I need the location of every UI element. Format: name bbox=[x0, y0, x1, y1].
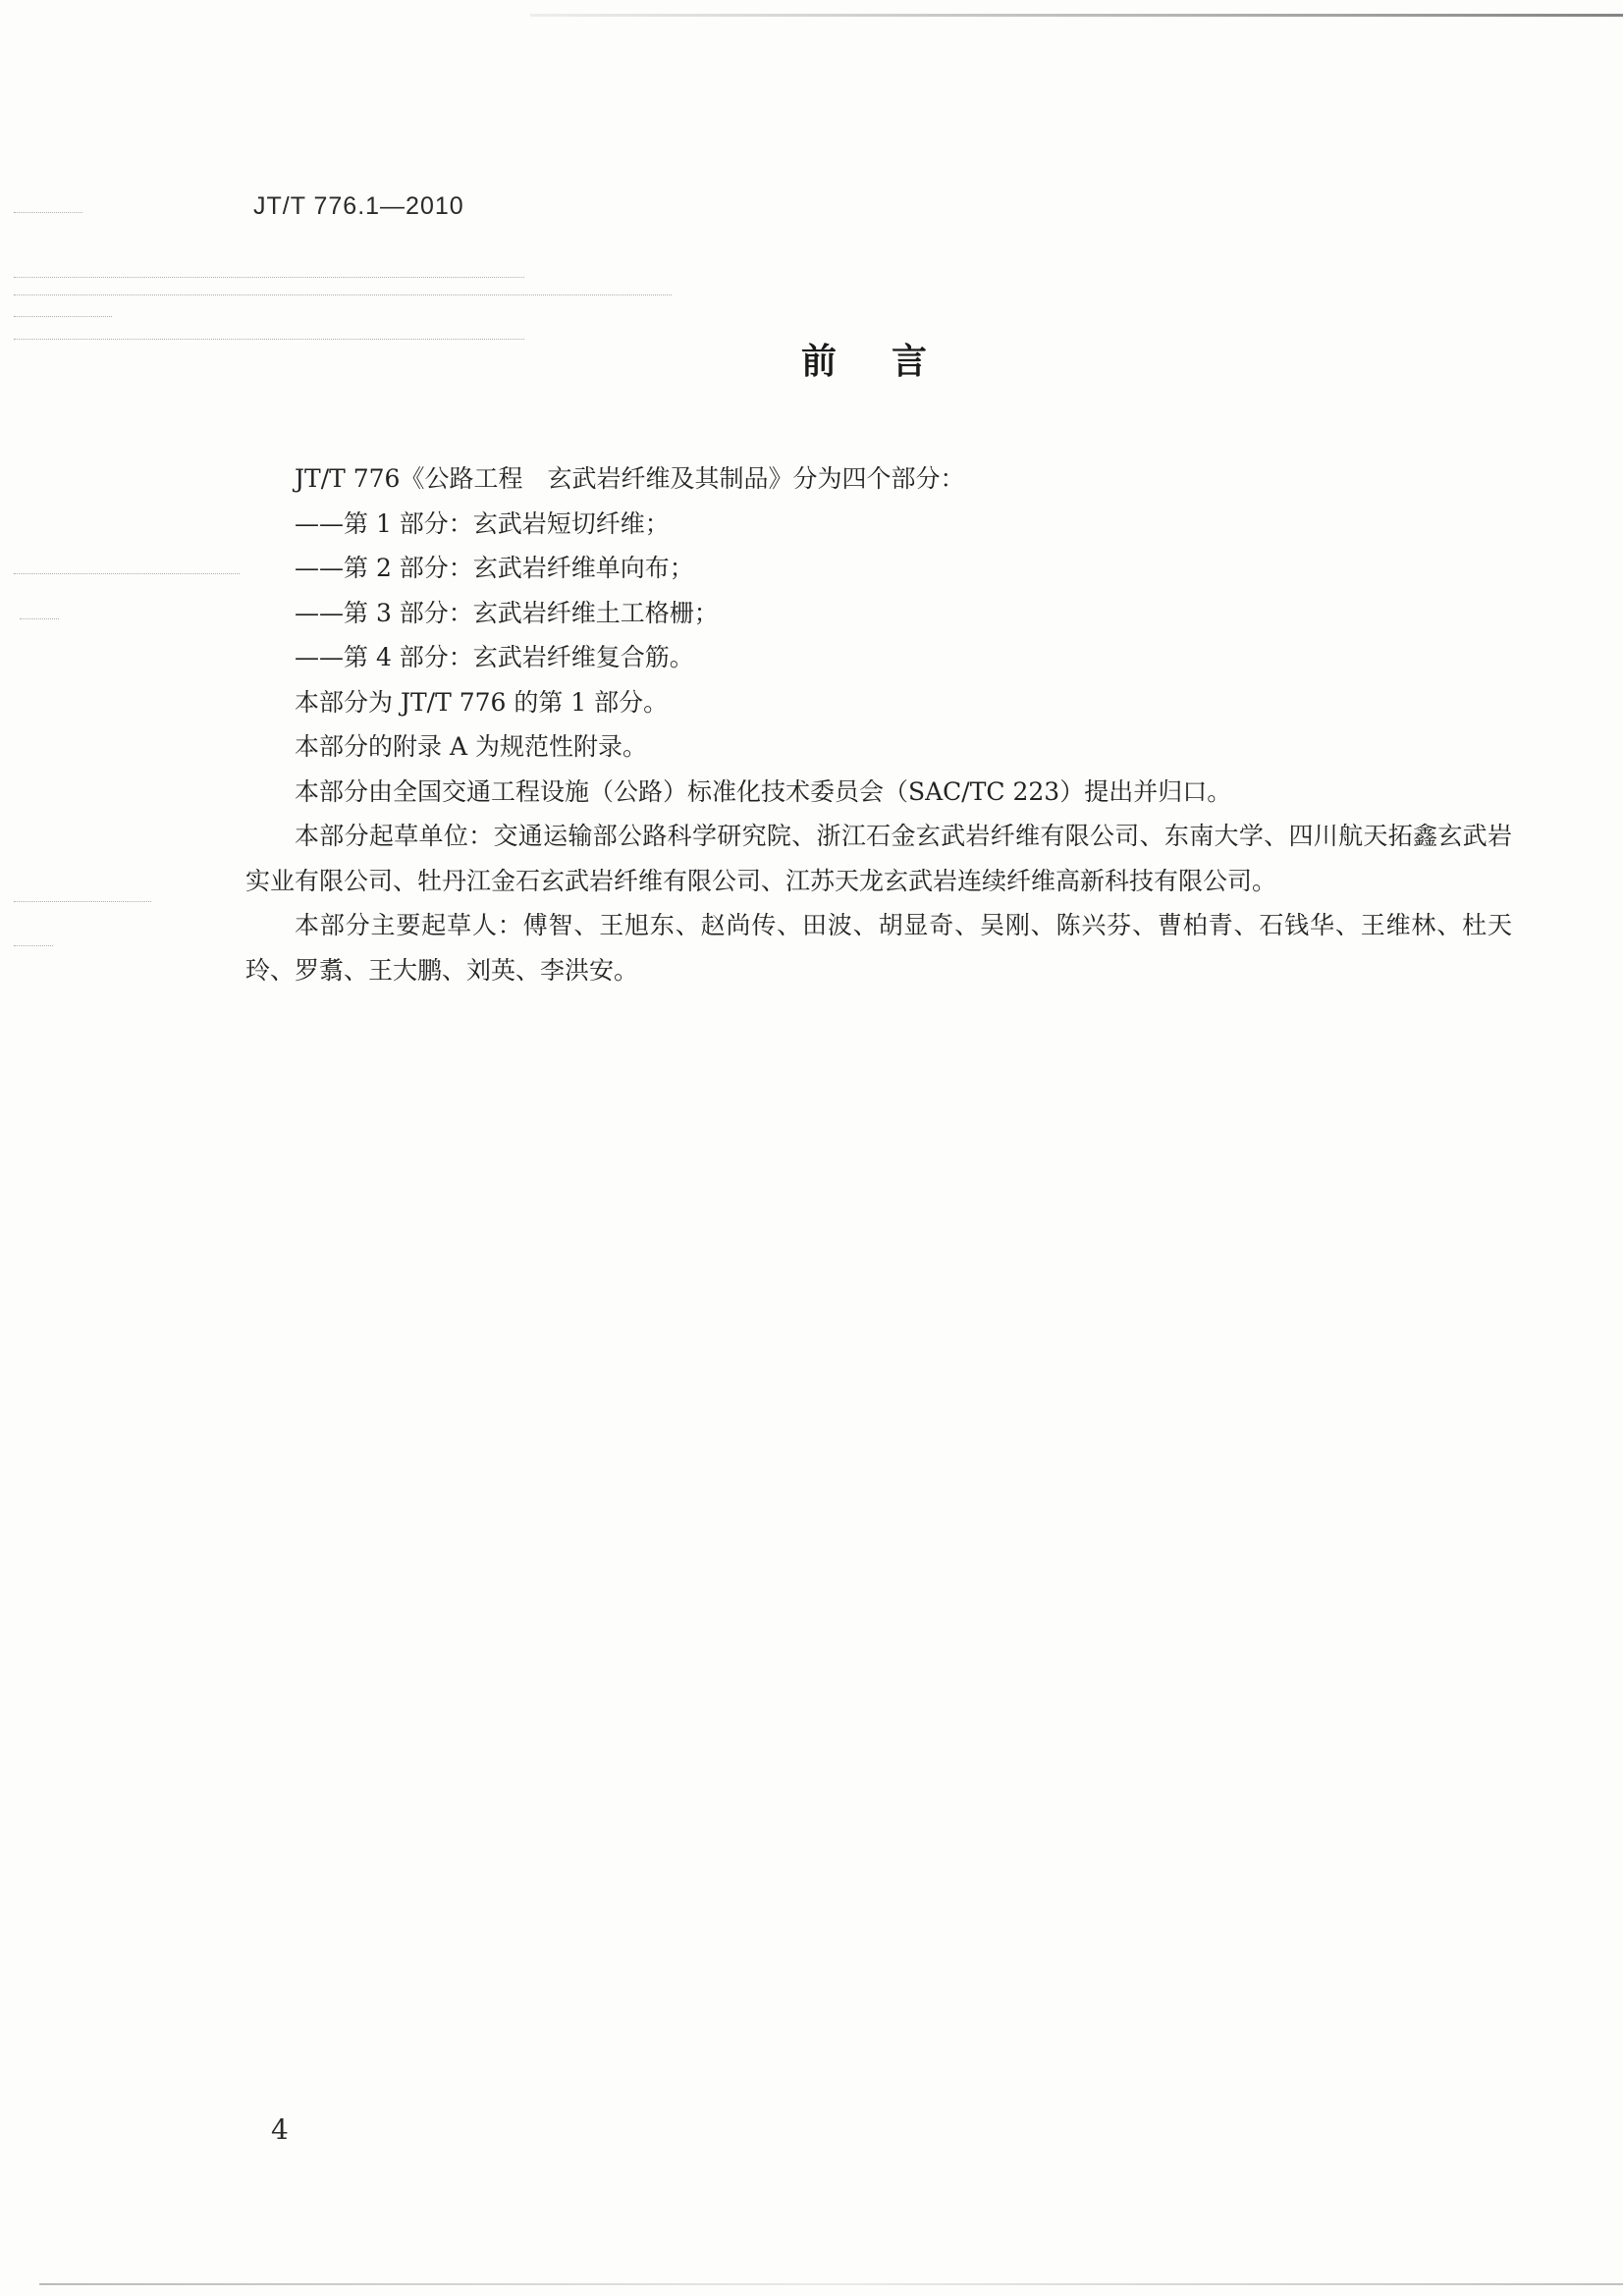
scan-artifact-dots bbox=[14, 212, 82, 214]
scan-artifact-dots bbox=[14, 277, 524, 279]
standard-code: JT/T 776.1—2010 bbox=[253, 192, 464, 220]
part-list-item: ——第 2 部分：玄武岩纤维单向布； bbox=[295, 554, 694, 582]
scan-artifact-line bbox=[530, 14, 1623, 17]
part-list-item: ——第 4 部分：玄武岩纤维复合筋。 bbox=[295, 643, 694, 671]
scan-artifact-dots bbox=[20, 618, 59, 620]
part-list-item: ——第 3 部分：玄武岩纤维土工格栅； bbox=[295, 598, 719, 627]
body-paragraph: 本部分的附录 A 为规范性附录。 bbox=[295, 732, 647, 761]
scan-artifact-dots bbox=[14, 901, 151, 903]
body-paragraph: 本部分为 JT/T 776 的第 1 部分。 bbox=[295, 687, 669, 717]
intro-paragraph: JT/T 776《公路工程 玄武岩纤维及其制品》分为四个部分： bbox=[295, 464, 965, 493]
scan-artifact-dots bbox=[14, 573, 240, 575]
foreword-body bbox=[245, 456, 1512, 992]
scan-artifact-dots bbox=[14, 339, 524, 341]
scan-artifact-line bbox=[39, 2283, 1623, 2285]
part-list-item: ——第 1 部分：玄武岩短切纤维； bbox=[295, 508, 670, 538]
body-paragraph: 本部分由全国交通工程设施（公路）标准化技术委员会（SAC/TC 223）提出并归口。 bbox=[295, 776, 1232, 806]
scan-artifact-dots bbox=[14, 945, 53, 947]
page-number: 4 bbox=[271, 2113, 289, 2146]
scan-artifact-dots bbox=[14, 316, 112, 318]
section-title: 前言 bbox=[801, 342, 983, 382]
body-paragraph: 本部分主要起草人：傅智、王旭东、赵尚传、田波、胡显奇、吴刚、陈兴芬、曹柏青、石钱华、王维林、杜天玲、罗翥、王大鹏、刘英、李洪安。 bbox=[245, 911, 1512, 985]
scan-artifact-dots bbox=[14, 294, 672, 296]
body-paragraph: 本部分起草单位：交通运输部公路科学研究院、浙江石金玄武岩纤维有限公司、东南大学、四川航天拓鑫玄武岩实业有限公司、牡丹江金石玄武岩纤维有限公司、江苏天龙玄武岩连续纤维高新科技有限公司。 bbox=[245, 822, 1512, 895]
